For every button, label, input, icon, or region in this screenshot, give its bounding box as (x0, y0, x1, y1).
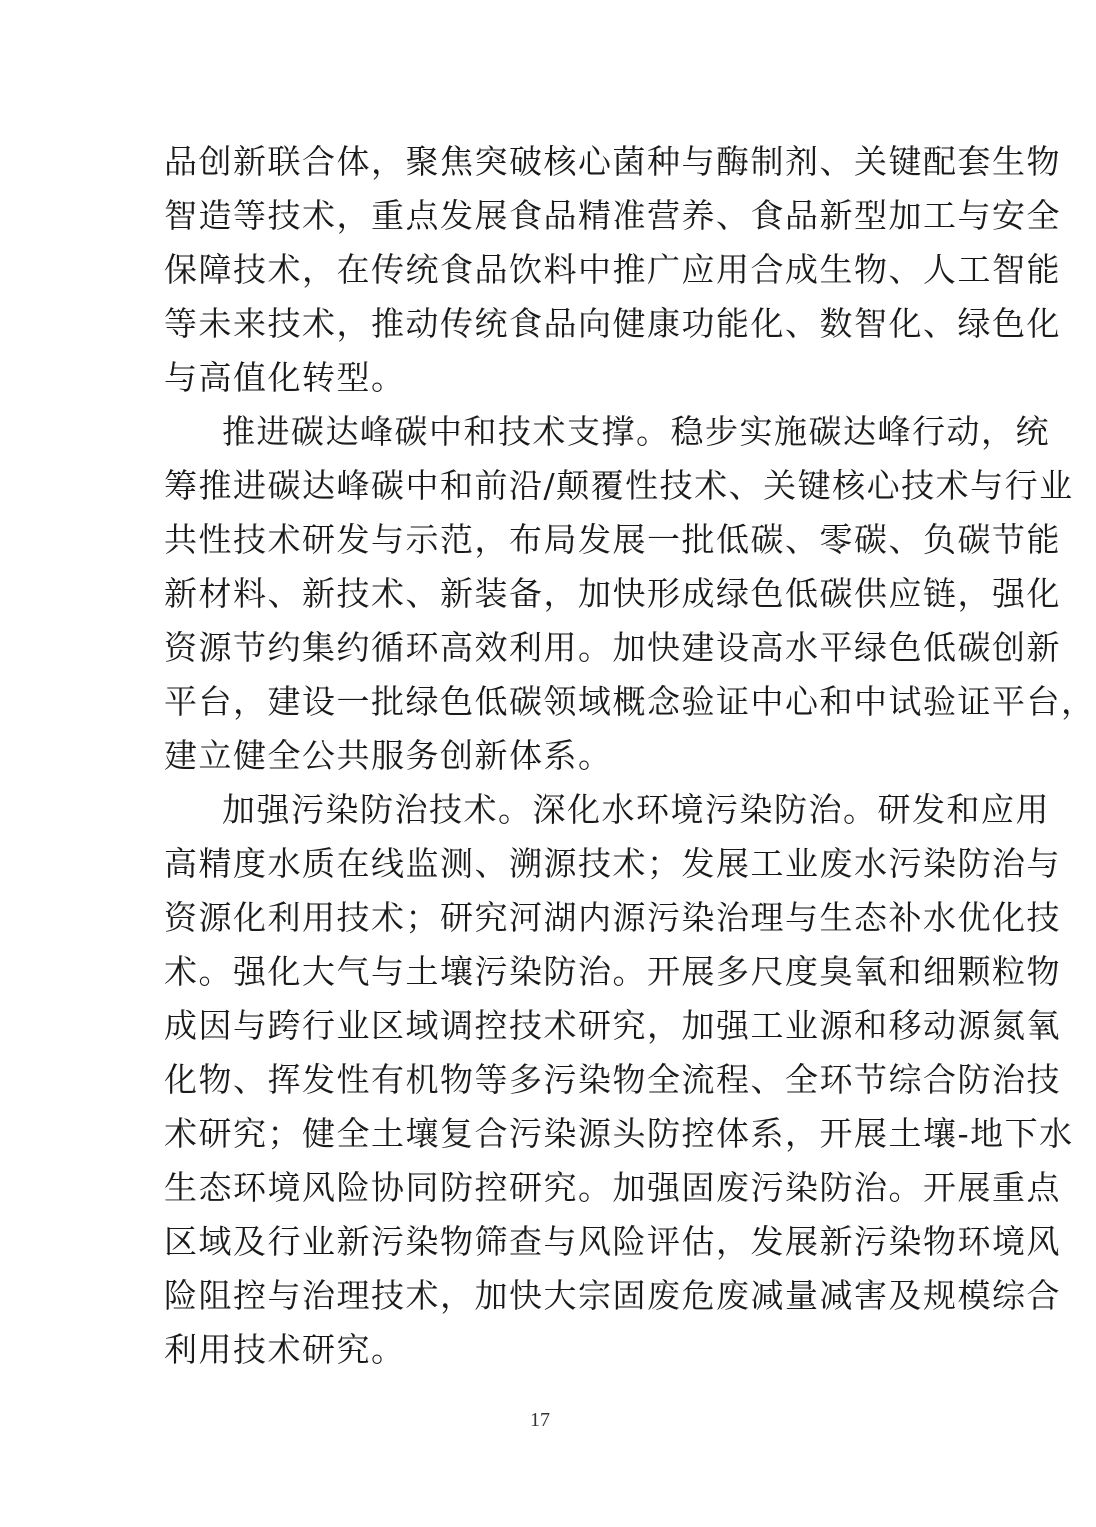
paragraph-3-line-4: 术。强化大气与土壤污染防治。开展多尺度臭氧和细颗粒物 (164, 952, 1061, 991)
paragraph-2-line-3: 共性技术研发与示范，布局发展一批低碳、零碳、负碳节能 (164, 520, 1061, 559)
paragraph-2-line-7: 建立健全公共服务创新体系。 (164, 736, 613, 775)
paragraph-2-line-5: 资源节约集约循环高效利用。加快建设高水平绿色低碳创新 (164, 628, 1061, 667)
paragraph-3-line-8: 生态环境风险协同防控研究。加强固废污染防治。开展重点 (164, 1168, 1061, 1207)
paragraph-1-line-5: 与高值化转型。 (164, 358, 406, 397)
paragraph-3-line-7: 术研究；健全土壤复合污染源头防控体系，开展土壤-地下水 (164, 1114, 1074, 1153)
paragraph-1-line-1: 品创新联合体，聚焦突破核心菌种与酶制剂、关键配套生物 (164, 142, 1061, 181)
paragraph-3-line-3: 资源化利用技术；研究河湖内源污染治理与生态补水优化技 (164, 898, 1061, 937)
paragraph-3-line-9: 区域及行业新污染物筛查与风险评估，发展新污染物环境风 (164, 1222, 1061, 1261)
paragraph-1-line-3: 保障技术，在传统食品饮料中推广应用合成生物、人工智能 (164, 250, 1061, 289)
paragraph-3-line-2: 高精度水质在线监测、溯源技术；发展工业废水污染防治与 (164, 844, 1061, 883)
paragraph-1-line-4: 等未来技术，推动传统食品向健康功能化、数智化、绿色化 (164, 304, 1061, 343)
paragraph-3-line-5: 成因与跨行业区域调控技术研究，加强工业源和移动源氮氧 (164, 1006, 1061, 1045)
paragraph-1-line-2: 智造等技术，重点发展食品精准营养、食品新型加工与安全 (164, 196, 1061, 235)
paragraph-2-line-1: 推进碳达峰碳中和技术支撑。稳步实施碳达峰行动，统 (222, 412, 1050, 451)
paragraph-3-line-1: 加强污染防治技术。深化水环境污染防治。研发和应用 (222, 790, 1050, 829)
page-number: 17 (530, 1409, 550, 1431)
paragraph-2-line-4: 新材料、新技术、新装备，加快形成绿色低碳供应链，强化 (164, 574, 1061, 613)
paragraph-2-line-2: 筹推进碳达峰碳中和前沿/颠覆性技术、关键核心技术与行业 (164, 466, 1074, 505)
paragraph-2-line-6: 平台，建设一批绿色低碳领域概念验证中心和中试验证平台， (164, 682, 1096, 721)
paragraph-3-line-10: 险阻控与治理技术，加快大宗固废危废减量减害及规模综合 (164, 1276, 1061, 1315)
paragraph-3-line-11: 利用技术研究。 (164, 1330, 406, 1369)
paragraph-3-line-6: 化物、挥发性有机物等多污染物全流程、全环节综合防治技 (164, 1060, 1061, 1099)
